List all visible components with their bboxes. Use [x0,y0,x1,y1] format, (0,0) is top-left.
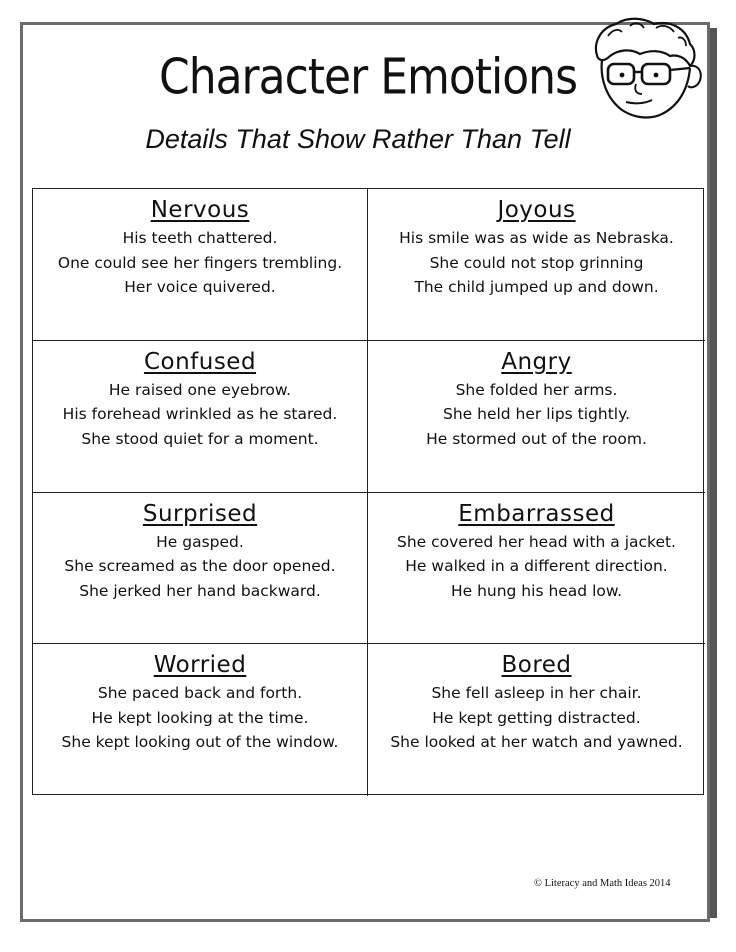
emotion-detail: She fell asleep in her chair. [431,684,642,703]
emotion-detail: He hung his head low. [450,581,623,600]
page-subtitle: Details That Show Rather Than Tell [145,124,571,154]
emotion-heading: Bored [501,652,572,679]
copyright-notice: © Literacy and Math Ideas 2014 [534,878,671,889]
emotion-heading: Surprised [142,500,258,527]
emotion-detail: He kept looking at the time. [91,708,309,727]
emotion-cell-embarrassed [368,493,705,645]
page-shadow-right [710,28,717,918]
emotion-detail: He stormed out of the room. [426,429,647,448]
emotion-detail: She folded her arms. [455,380,618,399]
boy-face-icon [578,14,710,126]
emotion-heading: Confused [143,348,257,375]
emotion-detail: The child jumped up and down. [414,278,659,296]
emotion-cell-joyous [368,189,705,341]
emotion-cell-worried [33,644,368,796]
emotion-detail: His teeth chattered. [122,229,278,247]
emotion-cell-nervous [33,189,368,341]
emotion-detail: He kept getting distracted. [432,708,641,727]
emotion-detail: She paced back and forth. [97,684,303,703]
emotion-detail: She stood quiet for a moment. [81,429,319,448]
emotion-detail: He raised one eyebrow. [108,380,292,399]
emotion-detail: One could see her fingers trembling. [57,253,343,272]
emotion-heading: Worried [153,652,247,679]
emotion-cell-bored [368,644,705,796]
emotion-detail: She held her lips tightly. [443,405,630,424]
emotion-cell-angry [368,341,705,493]
emotion-heading: Embarrassed [458,500,615,527]
emotion-heading: Joyous [497,197,576,223]
emotion-detail: Her voice quivered. [124,278,276,296]
emotion-detail: He walked in a different direction. [405,557,668,575]
emotion-cell-confused [33,341,368,493]
emotion-detail: He gasped. [156,532,244,551]
emotion-detail: She screamed as the door opened. [64,557,336,575]
emotion-detail: His smile was as wide as Nebraska. [399,229,674,247]
emotions-table [32,188,704,795]
emotion-detail: She kept looking out of the window. [61,733,339,752]
emotion-detail: She looked at her watch and yawned. [390,733,683,752]
emotion-detail: She covered her head with a jacket. [397,532,676,551]
emotion-heading: Nervous [150,197,250,223]
emotion-detail: She jerked her hand backward. [79,581,321,600]
emotion-cell-surprised [33,493,368,645]
emotion-heading: Angry [501,348,572,375]
emotion-detail: His forehead wrinkled as he stared. [62,405,338,424]
emotion-detail: She could not stop grinning [429,253,644,272]
page-title: Character Emotions [158,48,577,107]
